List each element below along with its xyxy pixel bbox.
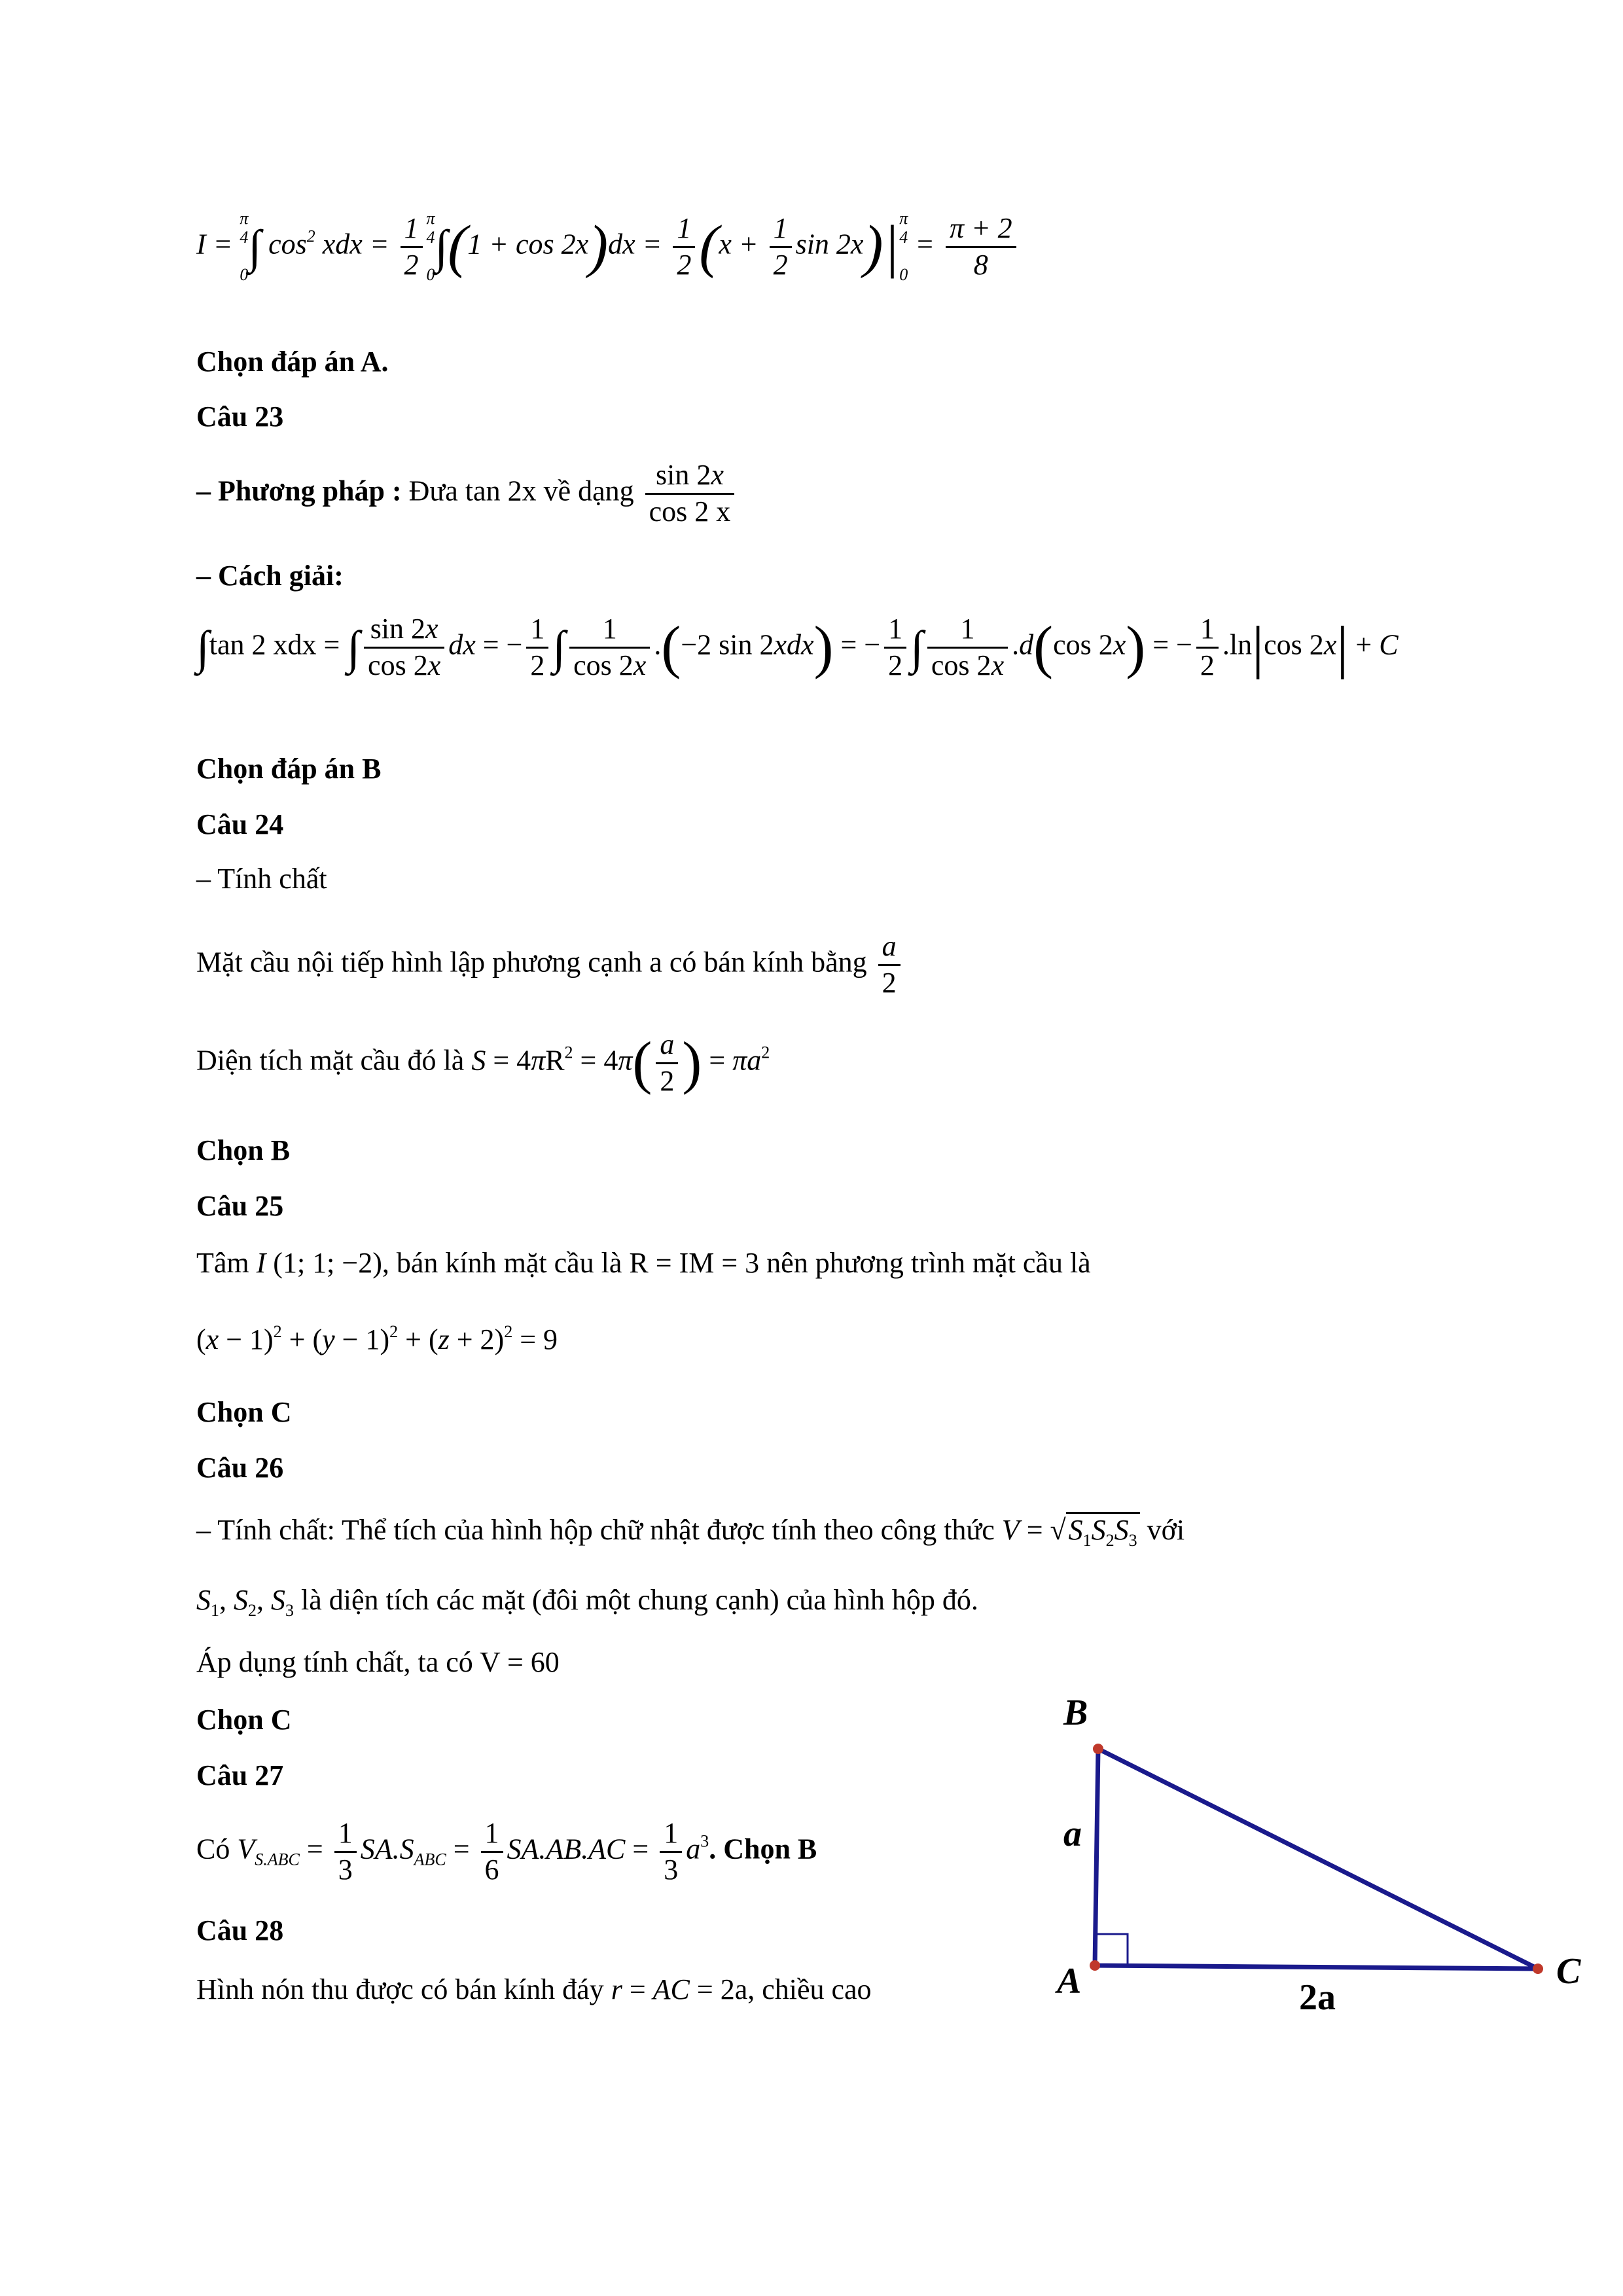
- solution-label: – Cách giải:: [196, 560, 344, 592]
- question-heading: Câu 28: [196, 1914, 284, 1946]
- sphere-radius-line: Mặt cầu nội tiếp hình lập phương cạnh a có bán kính bằng $\frac{a}{2}$: [196, 929, 904, 1001]
- question-heading: Câu 26: [196, 1452, 284, 1484]
- volume-result: Áp dụng tính chất, ta có V = 60: [196, 1646, 560, 1678]
- triangle-ABC: [1095, 1749, 1538, 1969]
- right-angle-mark: [1095, 1934, 1128, 1965]
- property-label: – Tính chất: [196, 863, 327, 895]
- face-areas-line: $S_1$, $S_2$, $S_3$ là diện tích các mặt (đôi một chung cạnh) của hình hộp đó.: [196, 1584, 978, 1620]
- co-text: Có: [196, 1833, 230, 1865]
- cone-line: Hình nón thu được có bán kính đáy r = AC = 2a, chiều cao: [196, 1973, 872, 2005]
- with-text: với: [1147, 1514, 1185, 1546]
- radius-text: , bán kính mặt cầu là R = IM = 3 nên phương trình mặt cầu là: [382, 1247, 1091, 1279]
- cone-height-text: , chiều cao: [747, 1973, 872, 2005]
- label-B: B: [1063, 1693, 1088, 1733]
- center-text: Tâm: [196, 1247, 249, 1279]
- method-label: – Phương pháp :: [196, 475, 402, 507]
- question-heading: Câu 23: [196, 401, 284, 433]
- cone-text: Hình nón thu được có bán kính đáy: [196, 1973, 604, 2005]
- sphere-area-line: Diện tích mặt cầu đó là $S = 4\pi R^2 = 4\pi$( $\frac{a}{2}$ ) = $\pi a^2$: [196, 1028, 770, 1097]
- method-text: Đưa tan 2x về dạng: [408, 475, 634, 507]
- question-heading: Câu 27: [196, 1759, 284, 1791]
- vertex-A: [1090, 1960, 1100, 1971]
- method-line: [196, 458, 738, 529]
- label-A: A: [1057, 1961, 1082, 2001]
- answer-choice: Chọn C: [196, 1704, 292, 1736]
- integral-cos2-formula: I = π 4 0∫ $\cos^2$ xdx = $\frac{1}{2}$ π 4 0∫(1 + cos 2x)dx = $\frac{1}{2}$ (x + $\frac{1}{2}$ sin 2x)|π 4 0 = $\frac{\pi + 2}{8}$: [196, 209, 1020, 284]
- box-volume-line: – Tính chất: Thể tích của hình hộp chữ nhật được tính theo công thức $V = √S_1S_2S_3$ với: [196, 1512, 1185, 1551]
- answer-choice: Chọn C: [196, 1396, 292, 1428]
- vertex-C: [1533, 1964, 1543, 1974]
- question-heading: Câu 25: [196, 1190, 284, 1222]
- answer-inline: . Chọn B: [709, 1833, 817, 1865]
- answer-choice: Chọn đáp án B: [196, 753, 382, 785]
- pyramid-volume-line: Có $V_{S.ABC}$ = $\frac{1}{3}$ $SA.S_{ABC}$ = $\frac{1}{6}$ SA.AB.AC = $\frac{1}{3}$ $a^3$. Chọn B: [196, 1817, 817, 1886]
- face-areas-text: là diện tích các mặt (đôi một chung cạnh) của hình hộp đó.: [301, 1584, 978, 1616]
- sphere-area-text: Diện tích mặt cầu đó là: [196, 1044, 465, 1077]
- label-2a: 2a: [1299, 1977, 1336, 2018]
- sphere-center-line: Tâm I (1; 1; −2), bán kính mặt cầu là R = IM = 3 nên phương trình mặt cầu là: [196, 1247, 1091, 1279]
- box-volume-text: – Tính chất: Thể tích của hình hộp chữ nhật được tính theo công thức: [196, 1514, 995, 1546]
- vertex-B: [1093, 1744, 1103, 1754]
- answer-choice: Chọn B: [196, 1134, 291, 1166]
- label-C: C: [1556, 1951, 1581, 1992]
- sin-cos-fraction: $\frac{\sin 2x}{\cos 2 x}$: [645, 458, 735, 529]
- tan-integral-formula: ∫tan 2 xdx = ∫ $\frac{\sin 2x}{\cos 2x}$ dx = − $\frac{1}{2}$ ∫ $\frac{1}{\cos 2x}$ .(−2 sin 2xdx) = − $\frac{1}{2}$ ∫ $\frac{1}{\cos 2x}$ .d(cos 2x) = − $\frac{1}{2}$ .ln|cos 2x| + C: [196, 613, 1399, 681]
- question-heading: Câu 24: [196, 808, 284, 840]
- sphere-equation: $(x - 1)^2 + (y - 1)^2 + (z + 2)^2 = 9$: [196, 1322, 558, 1355]
- answer-choice: Chọn đáp án A.: [196, 346, 389, 378]
- sphere-radius-text: Mặt cầu nội tiếp hình lập phương cạnh a có bán kính bằng: [196, 946, 867, 978]
- label-a: a: [1063, 1814, 1082, 1854]
